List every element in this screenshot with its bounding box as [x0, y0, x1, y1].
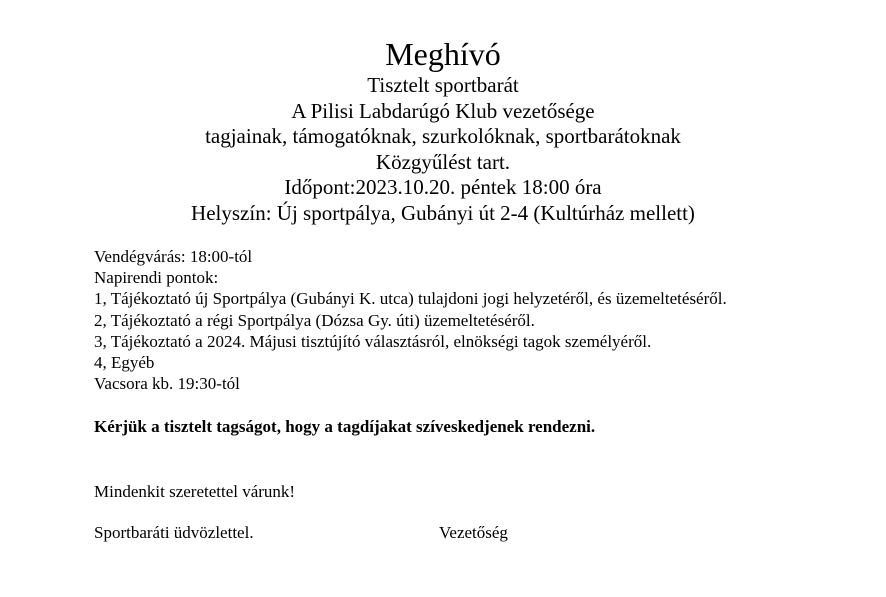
meeting-line: Közgyűlést tart.	[375, 149, 511, 174]
dinner-time: Vacsora kb. 19:30-tól	[94, 374, 240, 394]
welcome-line: Mindenkit szeretettel várunk!	[94, 482, 296, 501]
agenda-item: 2, Tájékoztató a régi Sportpálya (Dózsa Gy. úti) üzemeltetéséről.	[94, 310, 535, 330]
agenda-heading: Napirendi pontok:	[94, 268, 219, 288]
agenda-item: 3, Tájékoztató a 2024. Májusi tisztújító választásról, elnökségi tagok személyéről.	[94, 331, 652, 351]
organizer-line: A Pilisi Labdarúgó Klub vezetősége	[291, 98, 595, 123]
datetime-line: Időpont:2023.10.20. péntek 18:00 óra	[284, 175, 602, 199]
header-lines	[0, 73, 886, 226]
closing-greeting: Sportbaráti üdvözlettel.	[94, 523, 254, 542]
reception-time: Vendégvárás: 18:00-tól	[94, 247, 253, 266]
location-line: Helyszín: Új sportpálya, Gubányi út 2-4 (Kultúrház mellett)	[191, 200, 695, 225]
salutation-line: Tisztelt sportbarát	[367, 73, 519, 97]
agenda-item: 1, Tájékoztató új Sportpálya (Gubányi K. utca) tulajdoni jogi helyzetéről, és üzemeltetéséről.	[94, 289, 727, 309]
membership-fee-notice: Kérjük a tisztelt tagságot, hogy a tagdíjakat szíveskedjenek rendezni.	[94, 417, 596, 436]
signature: Vezetőség	[439, 523, 508, 542]
agenda-item: 4, Egyéb	[94, 353, 155, 373]
audience-line: tagjainak, támogatóknak, szurkolóknak, sportbarátoknak	[205, 124, 681, 148]
agenda-section	[94, 246, 727, 394]
document-title: Meghívó	[385, 36, 501, 72]
